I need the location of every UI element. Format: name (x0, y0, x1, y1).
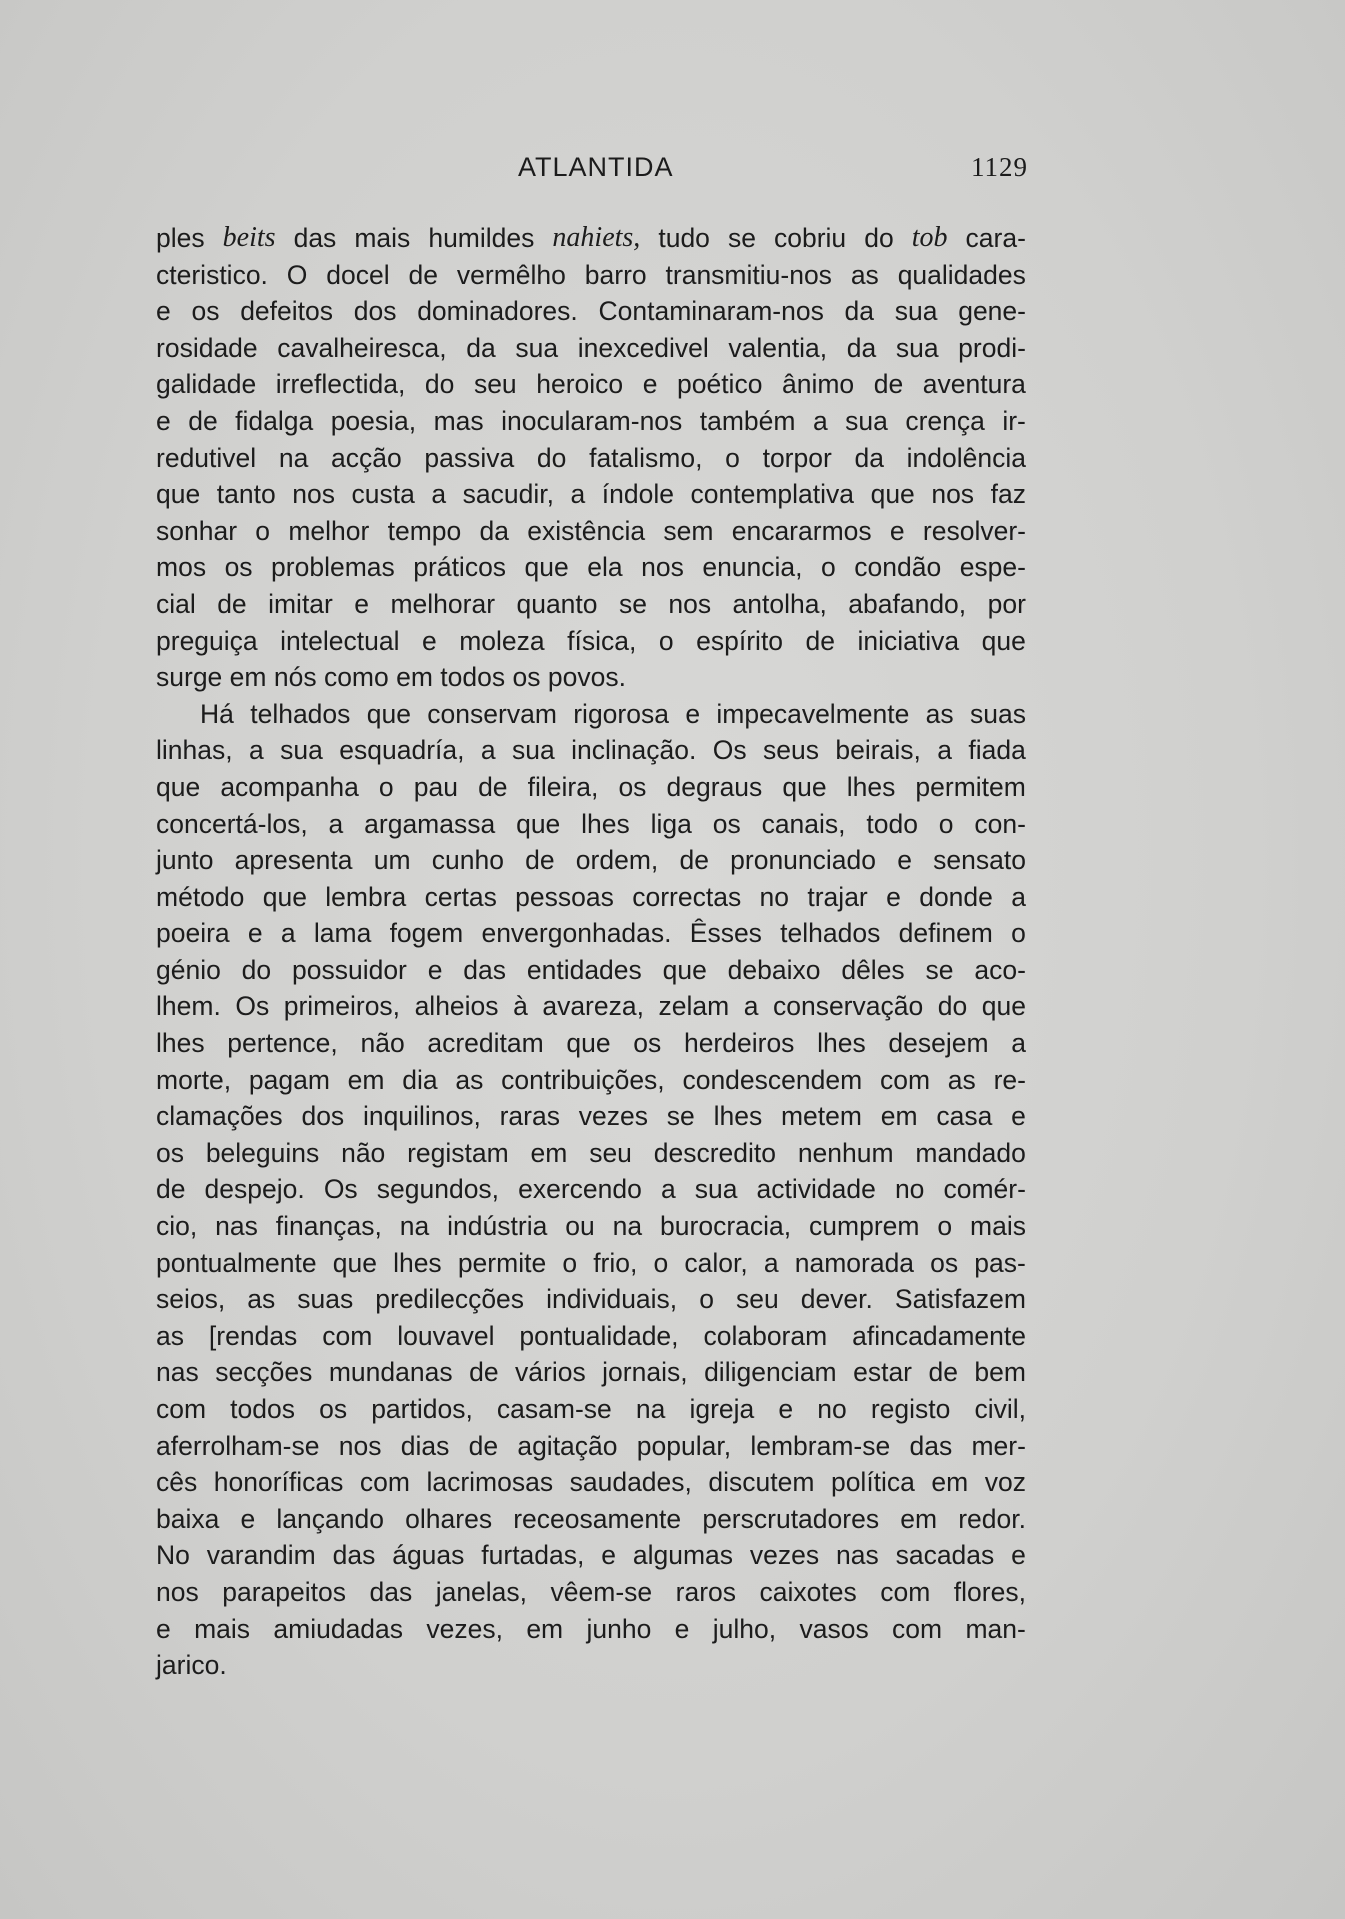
text-line: lhem. Os primeiros, alheios à avareza, zelam a conservação do que (156, 991, 1026, 1022)
text-line: junto apresenta um cunho de ordem, de pronunciado e sensato (156, 845, 1026, 876)
text-line: que tanto nos custa a sacudir, a índole contemplativa que nos faz (156, 479, 1026, 510)
text-line: rosidade cavalheiresca, da sua inexcedivel valentia, da sua prodi- (156, 332, 1026, 363)
text-line: método que lembra certas pessoas correctas no trajar e donde a (156, 881, 1026, 912)
running-title: ATLANTIDA (518, 152, 674, 182)
page-number: 1129 (971, 152, 1028, 182)
text-line: cial de imitar e melhorar quanto se nos antolha, abafando, por (156, 588, 1026, 619)
text-line: preguiça intelectual e moleza física, o espírito de iniciativa que (156, 625, 1026, 656)
text-line: Há telhados que conservam rigorosa e impecavelmente as suas (200, 698, 1026, 729)
text-line: cteristico. O docel de vermêlho barro transmitiu-nos as qualidades (156, 259, 1026, 290)
text-line: morte, pagam em dia as contribuições, condescendem com as re- (156, 1064, 1026, 1095)
text-line: e de fidalga poesia, mas inocularam-nos também a sua crença ir- (156, 405, 1026, 436)
text-line: sonhar o melhor tempo da existência sem encararmos e resolver- (156, 515, 1026, 546)
text-line: linhas, a sua esquadría, a sua inclinação. Os seus beirais, a fiada (156, 735, 1026, 766)
text-line: e os defeitos dos dominadores. Contaminaram-nos da sua gene- (156, 296, 1026, 327)
text-line: surge em nós como em todos os povos. (156, 662, 626, 693)
text-line: as [rendas com louvavel pontualidade, colaboram afincadamente (156, 1320, 1026, 1351)
text-line: redutivel na acção passiva do fatalismo, o torpor da indolência (156, 442, 1026, 473)
text-line: nas secções mundanas de vários jornais, diligenciam estar de bem (156, 1357, 1026, 1388)
text-line: os beleguins não registam em seu descredito nenhum mandado (156, 1137, 1026, 1168)
text-line: jarico. (156, 1650, 227, 1681)
running-head (158, 152, 1028, 192)
body-text (156, 220, 1026, 1684)
text-line: pontualmente que lhes permite o frio, o calor, a namorada os pas- (156, 1247, 1026, 1278)
text-line: cês honoríficas com lacrimosas saudades, discutem política em voz (156, 1467, 1026, 1498)
text-line: baixa e lançando olhares receosamente perscrutadores em redor. (156, 1503, 1026, 1534)
text-line: cio, nas finanças, na indústria ou na burocracia, cumprem o mais (156, 1211, 1026, 1242)
text-line: que acompanha o pau de fileira, os degraus que lhes permitem (156, 771, 1026, 802)
text-line: ples beits das mais humildes nahiets, tudo se cobriu do tob cara- (156, 222, 1026, 253)
text-line: seios, as suas predilecções individuais, o seu dever. Satisfazem (156, 1284, 1026, 1315)
text-line: galidade irreflectida, do seu heroico e poético ânimo de aventura (156, 369, 1026, 400)
text-line: No varandim das águas furtadas, e algumas vezes nas sacadas e (156, 1540, 1026, 1571)
text-line: génio do possuidor e das entidades que debaixo dêles se aco- (156, 954, 1026, 985)
text-line: aferrolham-se nos dias de agitação popular, lembram-se das mer- (156, 1430, 1026, 1461)
text-line: e mais amiudadas vezes, em junho e julho, vasos com man- (156, 1613, 1026, 1644)
text-line: clamações dos inquilinos, raras vezes se lhes metem em casa e (156, 1101, 1026, 1132)
text-line: lhes pertence, não acreditam que os herdeiros lhes desejem a (156, 1028, 1026, 1059)
text-line: de despejo. Os segundos, exercendo a sua actividade no comér- (156, 1174, 1026, 1205)
text-line: concertá-los, a argamassa que lhes liga os canais, todo o con- (156, 808, 1026, 839)
text-line: mos os problemas práticos que ela nos enuncia, o condão espe- (156, 552, 1026, 583)
text-line: com todos os partidos, casam-se na igreja e no registo civil, (156, 1394, 1026, 1424)
text-line: nos parapeitos das janelas, vêem-se raros caixotes com flores, (156, 1576, 1026, 1607)
text-line: poeira e a lama fogem envergonhadas. Êsses telhados definem o (156, 918, 1026, 949)
